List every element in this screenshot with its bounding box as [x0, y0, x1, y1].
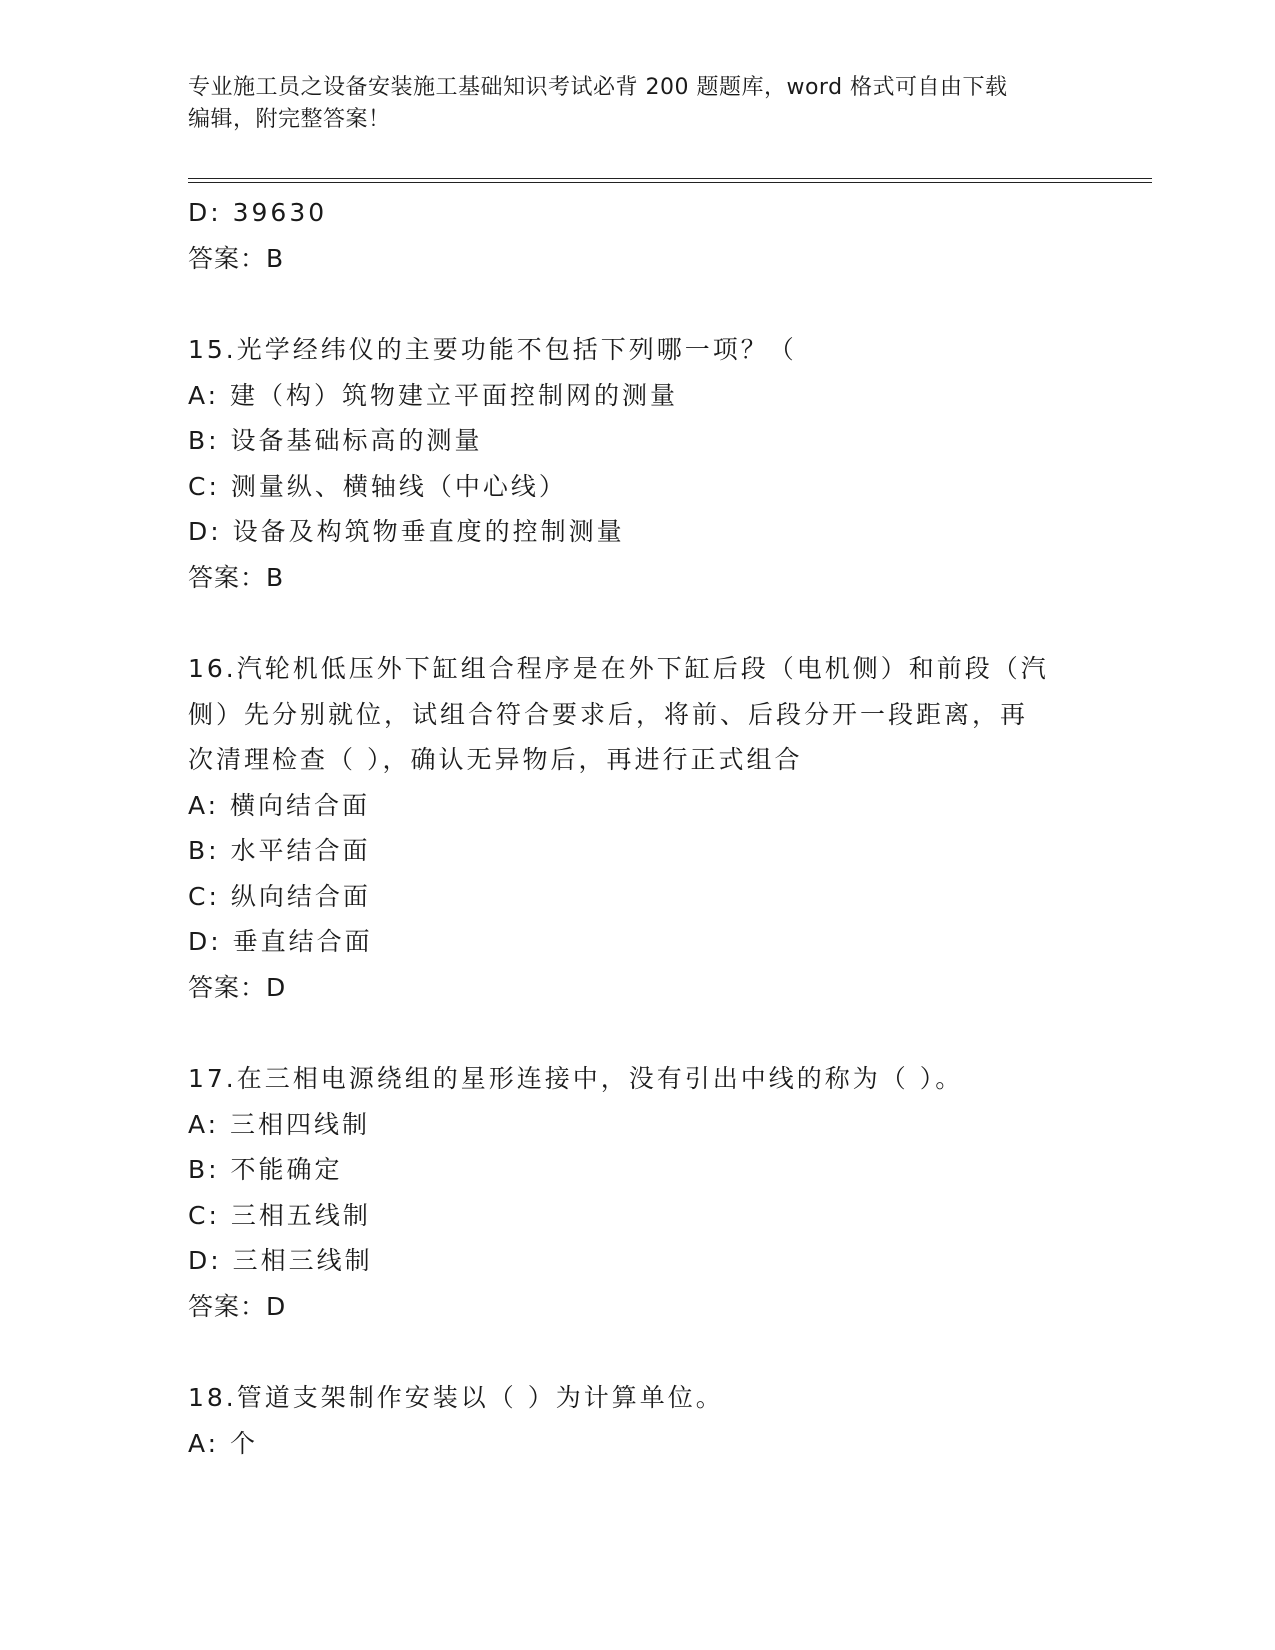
question-17-text: 17.在三相电源绕组的星形连接中，没有引出中线的称为（ ）。 [188, 1064, 964, 1093]
question-18-text: 18.管道支架制作安装以（ ）为计算单位。 [188, 1383, 724, 1412]
document-header [188, 72, 1068, 136]
header-divider [188, 178, 1152, 183]
question-17-option-c: C: 三相五线制 [188, 1200, 371, 1230]
question-16-text-line-3: 次清理检查（ ），确认无异物后，再进行正式组合 [188, 745, 803, 774]
question-17-option-a: A: 三相四线制 [188, 1109, 371, 1139]
question-16-answer: 答案：D [188, 972, 287, 1002]
question-16-text-line-1: 16.汽轮机低压外下缸组合程序是在外下缸后段（电机侧）和前段（汽 [188, 654, 1049, 683]
question-16-option-a: A: 横向结合面 [188, 790, 371, 820]
question-16-option-b: B: 水平结合面 [188, 836, 371, 865]
answer-label: 答案：B [188, 243, 285, 273]
header-line-2: 编辑，附完整答案！ [188, 107, 391, 132]
question-15-option-c: C: 测量纵、横轴线（中心线） [188, 471, 567, 501]
question-16-option-c: C: 纵向结合面 [188, 881, 371, 911]
question-15-option-b: B: 设备基础标高的测量 [188, 426, 483, 455]
question-content [188, 190, 1088, 1466]
option-d: D: 39630 [188, 198, 328, 227]
question-15-option-d: D: 设备及构筑物垂直度的控制测量 [188, 517, 625, 546]
header-line-1: 专业施工员之设备安装施工基础知识考试必背 200 题题库，word 格式可自由下载 [188, 75, 1008, 100]
question-16-option-d: D: 垂直结合面 [188, 927, 373, 956]
question-15-option-a: A: 建（构）筑物建立平面控制网的测量 [188, 380, 679, 410]
question-16-text-line-2: 侧）先分别就位，试组合符合要求后，将前、后段分开一段距离，再 [188, 699, 1029, 729]
question-18-option-a: A: 个 [188, 1428, 259, 1458]
question-15-text: 15.光学经纬仪的主要功能不包括下列哪一项？（ [188, 335, 797, 364]
question-17-option-d: D: 三相三线制 [188, 1246, 373, 1275]
question-17-answer: 答案：D [188, 1291, 287, 1321]
question-17-option-b: B: 不能确定 [188, 1155, 343, 1184]
question-15-answer: 答案：B [188, 562, 285, 592]
